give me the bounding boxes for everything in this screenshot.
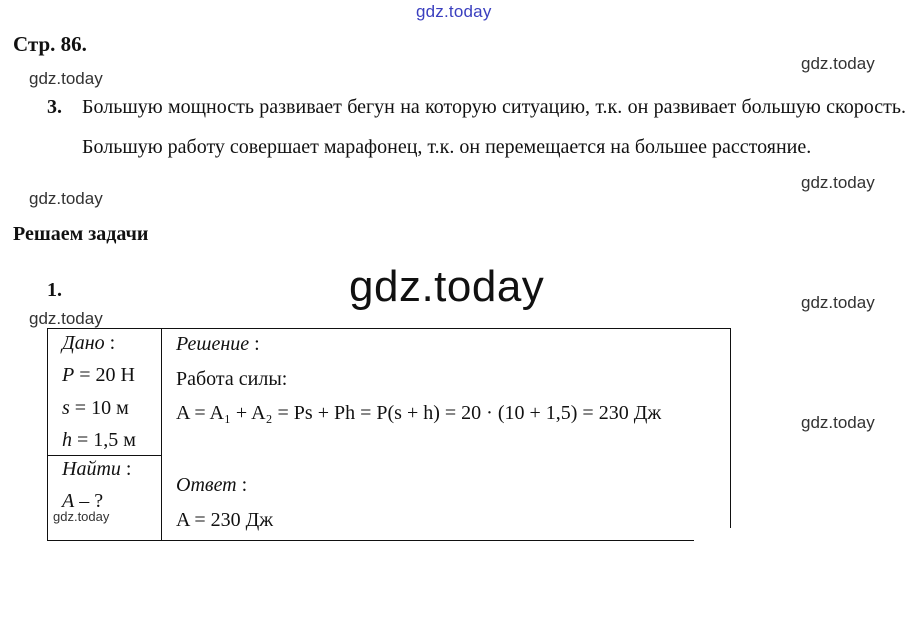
solution-label: Решение : [176,333,260,355]
given-item: h = 1,5 м [62,429,136,451]
watermark: gdz.today [29,189,103,208]
solution-formula: A = A₁ + A₂ = Ps + Ph = P(s + h) = 20 · (10 + 1,5) = 230 Дж [176,402,662,424]
solution-line: Работа силы: [176,368,288,390]
find-item: A – ? [62,490,104,512]
table-border-top [47,328,731,329]
given-item: P = 20 Н [62,364,135,386]
watermark-small: gdz.today [53,509,110,524]
answer-label: Ответ : [176,474,248,496]
watermark: gdz.today [29,309,103,328]
question-text: Большую мощность развивает бегун на которую ситуацию, т.к. он развивает большую скорость. Большую работу совершает марафонец, т.к. он перемещается на большее расстояние. [82,96,906,158]
watermark: gdz.today [801,54,875,73]
table-divider-vertical [161,328,162,541]
table-divider-horizontal [47,455,162,456]
table-border-left [47,328,48,541]
section-heading: Решаем задачи [13,223,149,245]
watermark-top: gdz.today [416,2,492,21]
watermark: gdz.today [801,413,875,432]
table-border-bottom [47,540,694,541]
table-border-right [730,328,731,528]
answer-value: A = 230 Дж [176,509,274,531]
find-label: Найти : [62,458,132,480]
watermark: gdz.today [29,69,103,88]
problem-number: 1. [47,279,62,301]
given-label: Дано : [62,332,116,354]
question-number: 3. [47,96,62,118]
given-item: s = 10 м [62,397,129,419]
watermark: gdz.today [801,293,875,312]
watermark: gdz.today [801,173,875,192]
page-heading: Стр. 86. [13,32,87,56]
watermark-large: gdz.today [349,262,545,311]
